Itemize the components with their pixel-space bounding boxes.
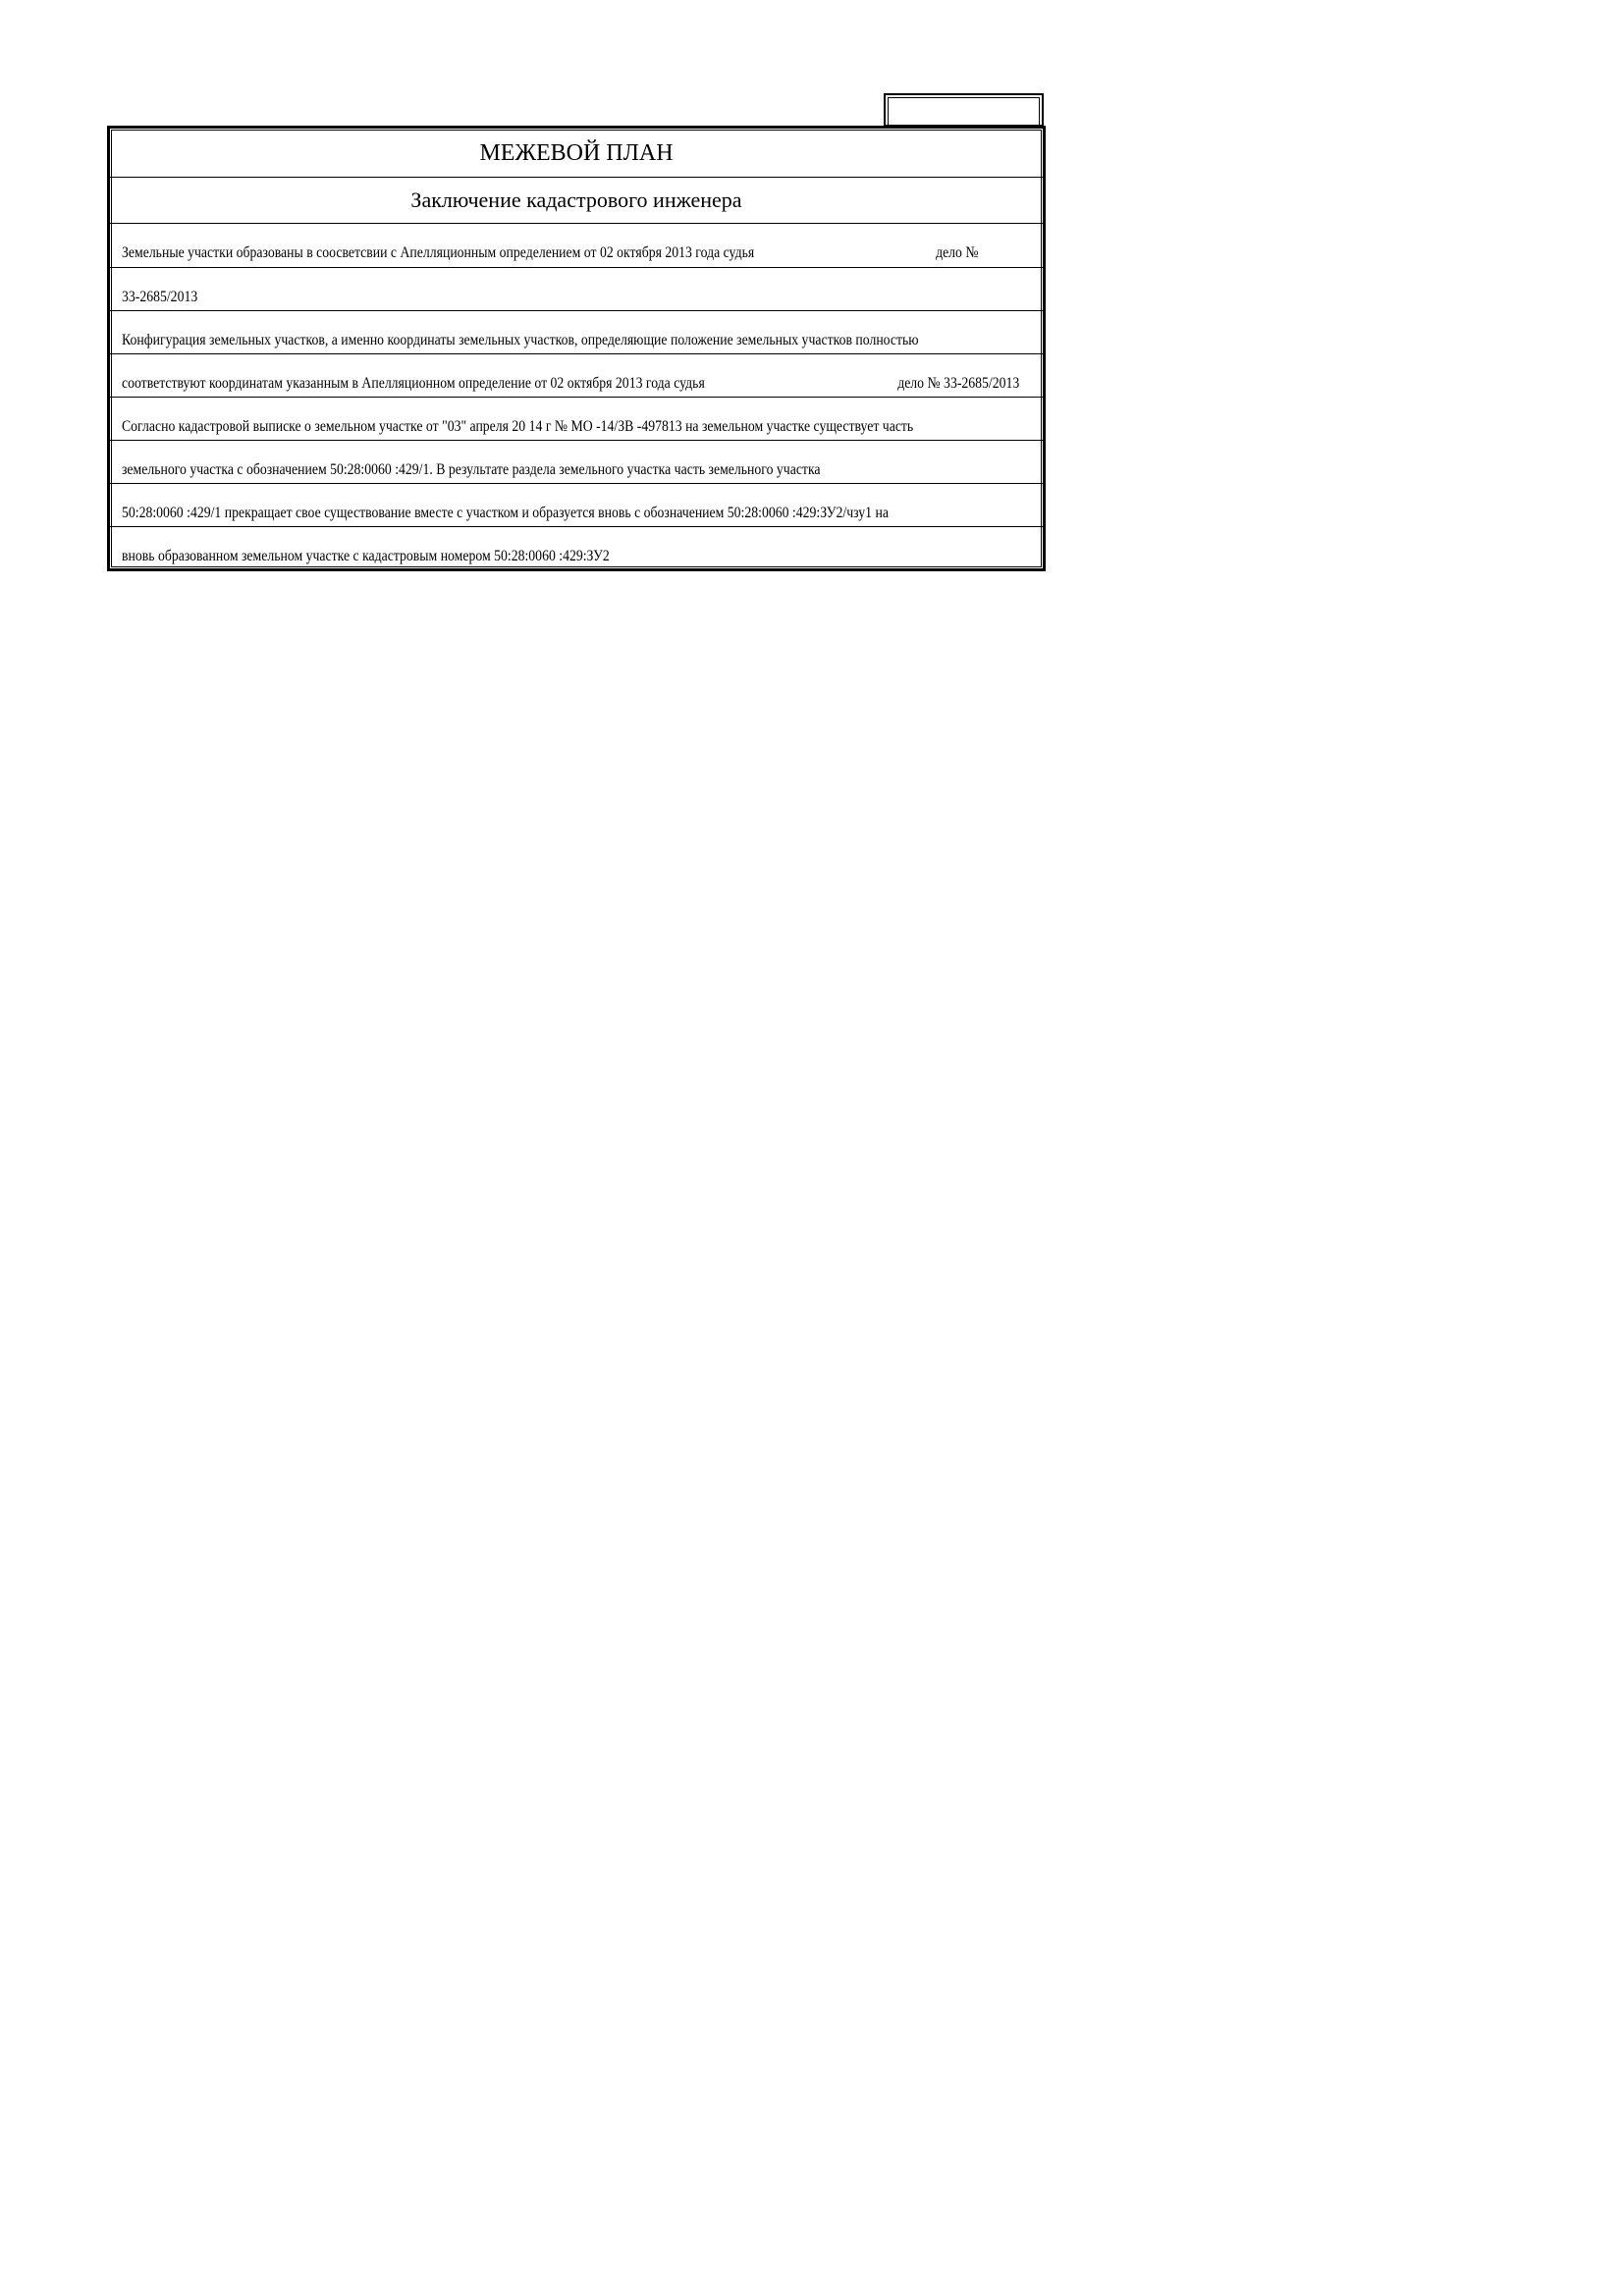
case-number-label: дело № bbox=[935, 244, 978, 261]
conclusion-text-2: 33-2685/2013 bbox=[122, 289, 198, 305]
section-title-row bbox=[110, 178, 1043, 224]
case-number-full: дело № 33-2685/2013 bbox=[896, 375, 1019, 392]
conclusion-text-5: Согласно кадастровой выписке о земельном участке от "03" апреля 20 14 г № МО -14/ЗВ -497813 на земельном участке существует часть bbox=[122, 418, 914, 435]
section-title: Заключение кадастрового инженера bbox=[410, 187, 742, 212]
conclusion-line-4 bbox=[110, 354, 1043, 398]
conclusion-text-3: Конфигурация земельных участков, а именно координаты земельных участков, определяющие положение земельных участков полностью bbox=[122, 332, 919, 348]
page-number-box bbox=[884, 93, 1044, 127]
conclusion-line-5 bbox=[110, 398, 1043, 441]
conclusion-text-7: 50:28:0060 :429/1 прекращает свое существование вместе с участком и образуется вновь с обозначением 50:28:0060 :429:ЗУ2/чзу1 на bbox=[122, 505, 889, 521]
conclusion-text-8: вновь образованном земельном участке с кадастровым номером 50:28:0060 :429:ЗУ2 bbox=[122, 548, 610, 564]
conclusion-line-8 bbox=[110, 527, 1043, 568]
boundary-plan-form bbox=[107, 126, 1046, 571]
conclusion-text-6: земельного участка с обозначением 50:28:0060 :429/1. В результате раздела земельного участка часть земельного участка bbox=[122, 461, 821, 478]
form-title-row bbox=[110, 129, 1043, 178]
conclusion-line-7 bbox=[110, 484, 1043, 527]
form-title: МЕЖЕВОЙ ПЛАН bbox=[479, 139, 674, 166]
conclusion-line-6 bbox=[110, 441, 1043, 484]
conclusion-text-1: Земельные участки образованы в соосветсвии с Апелляционным определением от 02 октября 2013 года судья bbox=[122, 244, 755, 261]
conclusion-line-2 bbox=[110, 268, 1043, 311]
conclusion-line-1 bbox=[110, 224, 1043, 268]
conclusion-text-4: соответствуют координатам указанным в Апелляционном определение от 02 октября 2013 года судья bbox=[122, 375, 705, 392]
conclusion-line-3 bbox=[110, 311, 1043, 354]
